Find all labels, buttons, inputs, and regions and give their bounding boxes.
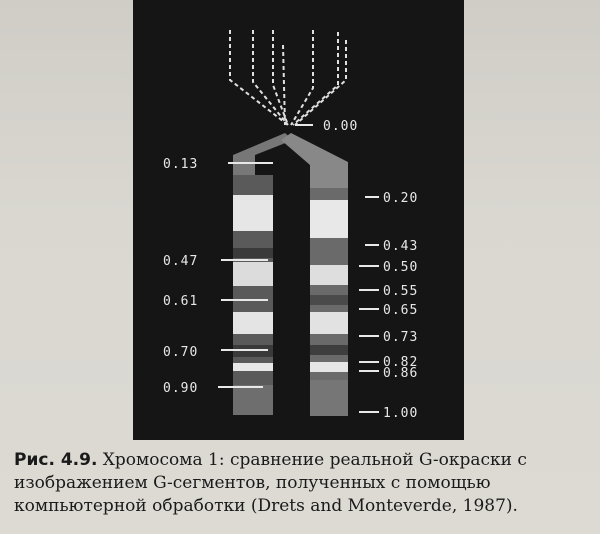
figure-caption <box>14 449 592 518</box>
left-label-0-61: 0.61 <box>163 294 199 309</box>
left-label-0-70: 0.70 <box>163 345 199 360</box>
top-label: 0.00 <box>323 119 359 134</box>
right-label-1-00: 1.00 <box>383 406 419 421</box>
left-label-0-47: 0.47 <box>163 254 199 269</box>
caption-text: Хромосома 1: сравнение реальной G-окраски с изображением G-сегментов, полученных с помощью компьютерной обработки (Drets and Monteverde, 1987). <box>14 450 527 516</box>
left-label-0-90: 0.90 <box>163 381 199 396</box>
chromosome-figure <box>133 0 464 440</box>
left-label-0-13: 0.13 <box>163 157 199 172</box>
right-label-0-65: 0.65 <box>383 303 419 318</box>
right-ticks <box>359 197 379 412</box>
fan-lines <box>230 30 346 125</box>
right-label-0-50: 0.50 <box>383 260 419 275</box>
caption-label: Рис. 4.9. <box>14 450 98 470</box>
right-label-0-73: 0.73 <box>383 330 419 345</box>
right-label-0-43: 0.43 <box>383 239 419 254</box>
right-label-0-82: 0.82 <box>383 355 419 370</box>
right-chromatid <box>281 133 348 416</box>
right-label-0-20: 0.20 <box>383 191 419 206</box>
right-label-0-55: 0.55 <box>383 284 419 299</box>
right-label-0-86: 0.86 <box>383 366 419 381</box>
chromosome-diagram <box>133 0 464 440</box>
left-chromatid <box>233 133 293 415</box>
